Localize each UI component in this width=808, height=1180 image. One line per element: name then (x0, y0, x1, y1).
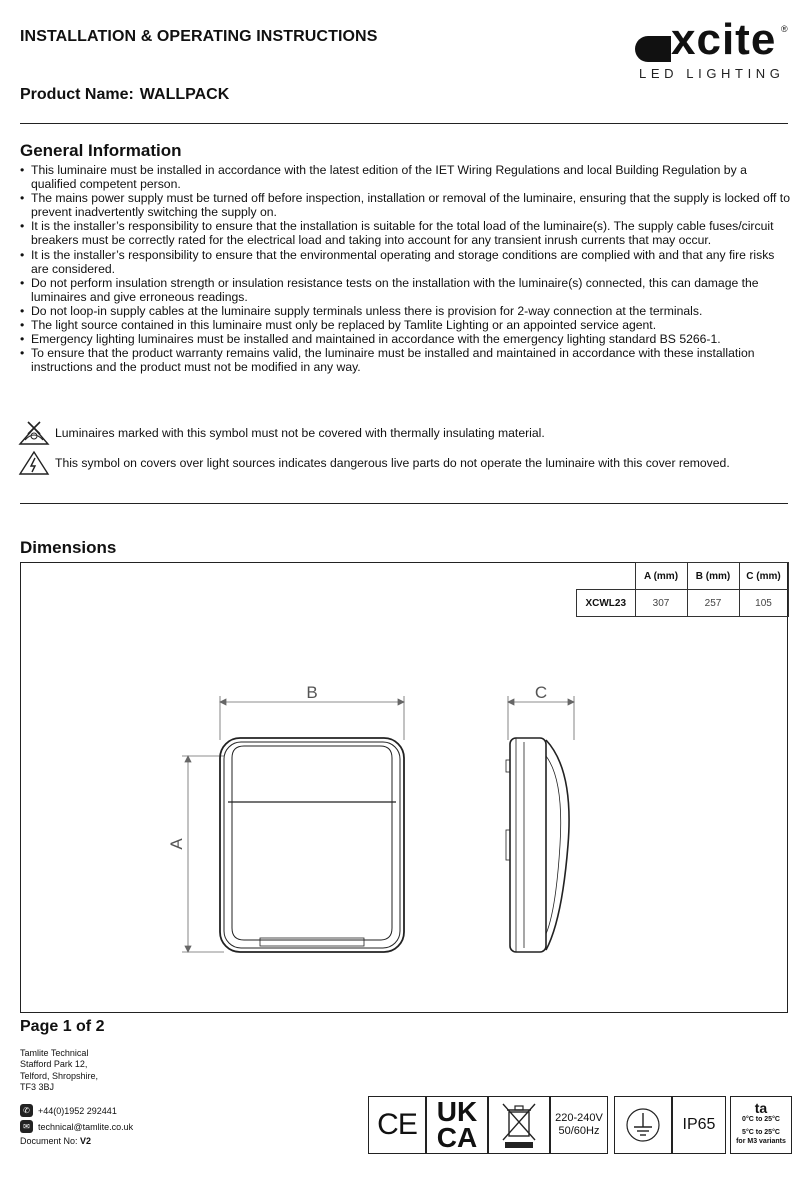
divider (20, 123, 788, 124)
email-line (20, 1120, 133, 1133)
table-row (577, 563, 789, 590)
weee-bin-mark (488, 1096, 550, 1154)
dimensions-table (576, 562, 789, 617)
value-cell: 257 (687, 590, 739, 617)
thermal-note-text: Luminaires marked with this symbol must not be covered with thermally insulating material. (55, 426, 545, 440)
live-parts-note-text: This symbol on covers over light sources indicates dangerous live parts do not operate the luminaire with this cover removed. (55, 456, 730, 470)
no-thermal-cover-icon (18, 420, 50, 446)
page-number: Page 1 of 2 (20, 1018, 105, 1035)
wallpack-dimension-drawing (160, 670, 600, 970)
list-item: • This luminaire must be installed in accordance with the latest edition of the IET Wiring Regulations and local Building Regulation by a qualified competent person. (20, 163, 790, 191)
logo-subtitle: LED LIGHTING (639, 66, 785, 81)
list-item: • The mains power supply must be turned off before inspection, installation or removal of the luminaire, ensuring that the supply is locked off to prevent inadvertently switching the supply on. (20, 191, 790, 219)
ce-mark: CE (368, 1096, 426, 1154)
earth-class-mark (614, 1096, 672, 1154)
phone-line (20, 1104, 117, 1117)
table-row (577, 590, 789, 617)
dimension-label-a: A (167, 838, 186, 850)
supply-rating: 220-240V 50/60Hz (550, 1096, 608, 1154)
column-header: A (mm) (635, 563, 687, 590)
product-name-line (20, 86, 229, 104)
company-address (20, 1048, 98, 1094)
dimension-label-b: B (306, 683, 318, 702)
dimension-label-c: C (534, 683, 548, 702)
column-header: B (mm) (687, 563, 739, 590)
thermal-insulation-note (18, 420, 545, 446)
model-cell: XCWL23 (577, 590, 636, 617)
column-header: C (mm) (739, 563, 788, 590)
ip-rating: IP65 (672, 1096, 726, 1154)
dimensions-heading: Dimensions (20, 538, 117, 557)
phone-icon: ✆ (20, 1104, 33, 1117)
list-item: • Do not perform insulation strength or insulation resistance tests on the installation with the luminaire(s) connected, this can damage the luminaires and give erroneous readings. (20, 276, 790, 304)
list-item: • It is the installer’s responsibility to ensure that the environmental operating and storage conditions are complied with and that any fire risks are considered. (20, 248, 790, 276)
value-cell: 105 (739, 590, 788, 617)
list-item: • Do not loop-in supply cables at the luminaire supply terminals unless there is provision for 2-way connection at the terminals. (20, 304, 790, 318)
ambient-temperature-rating: ta 0°C to 25°C 5°C to 25°C for M3 variants (730, 1096, 792, 1154)
general-info-heading: General Information (20, 141, 182, 160)
ukca-mark: UK CA (426, 1096, 488, 1154)
general-info-list (20, 163, 790, 374)
address-line: TF3 3BJ (20, 1082, 55, 1093)
phone-number: +44(0)1952 292441 (38, 1105, 117, 1116)
list-item: • The light source contained in this luminaire must only be replaced by Tamlite Lighting or an appointed service agent. (20, 318, 790, 332)
email-icon: ✉ (20, 1120, 33, 1133)
product-label: Product Name: (20, 86, 134, 103)
email-address[interactable]: technical@tamlite.co.uk (38, 1121, 134, 1132)
xcite-logo (633, 15, 793, 84)
list-item: • To ensure that the product warranty remains valid, the luminaire must be installed and maintained in accordance with these installation instructions and the product must not be modified in any way. (20, 346, 790, 374)
address-line: Tamlite Technical (20, 1048, 89, 1058)
value-cell: 307 (635, 590, 687, 617)
address-line: Telford, Shropshire, (20, 1070, 99, 1081)
divider (20, 503, 788, 504)
crossed-bin-icon (499, 1100, 539, 1150)
list-item: • It is the installer’s responsibility to ensure that the installation is suitable for the total load of the luminaire(s). The supply cable fuses/circuit breakers must be correctly rated for the electrical load and taking into account for any transient inrush currents that may occur. (20, 219, 790, 247)
live-parts-note (18, 450, 730, 476)
list-item: • Emergency lighting luminaires must be installed and maintained in accordance with the emergency lighting standard BS 5266-1. (20, 332, 790, 346)
document-number: Document No: V2 (20, 1136, 92, 1146)
logo-registered: ® (781, 24, 788, 34)
logo-brand: xcite (671, 15, 777, 64)
product-name: WALLPACK (139, 86, 230, 103)
document-title: INSTALLATION & OPERATING INSTRUCTIONS (20, 28, 378, 45)
address-line: Stafford Park 12, (20, 1059, 88, 1070)
high-voltage-warning-icon (18, 450, 50, 476)
earth-ground-icon (623, 1105, 663, 1145)
